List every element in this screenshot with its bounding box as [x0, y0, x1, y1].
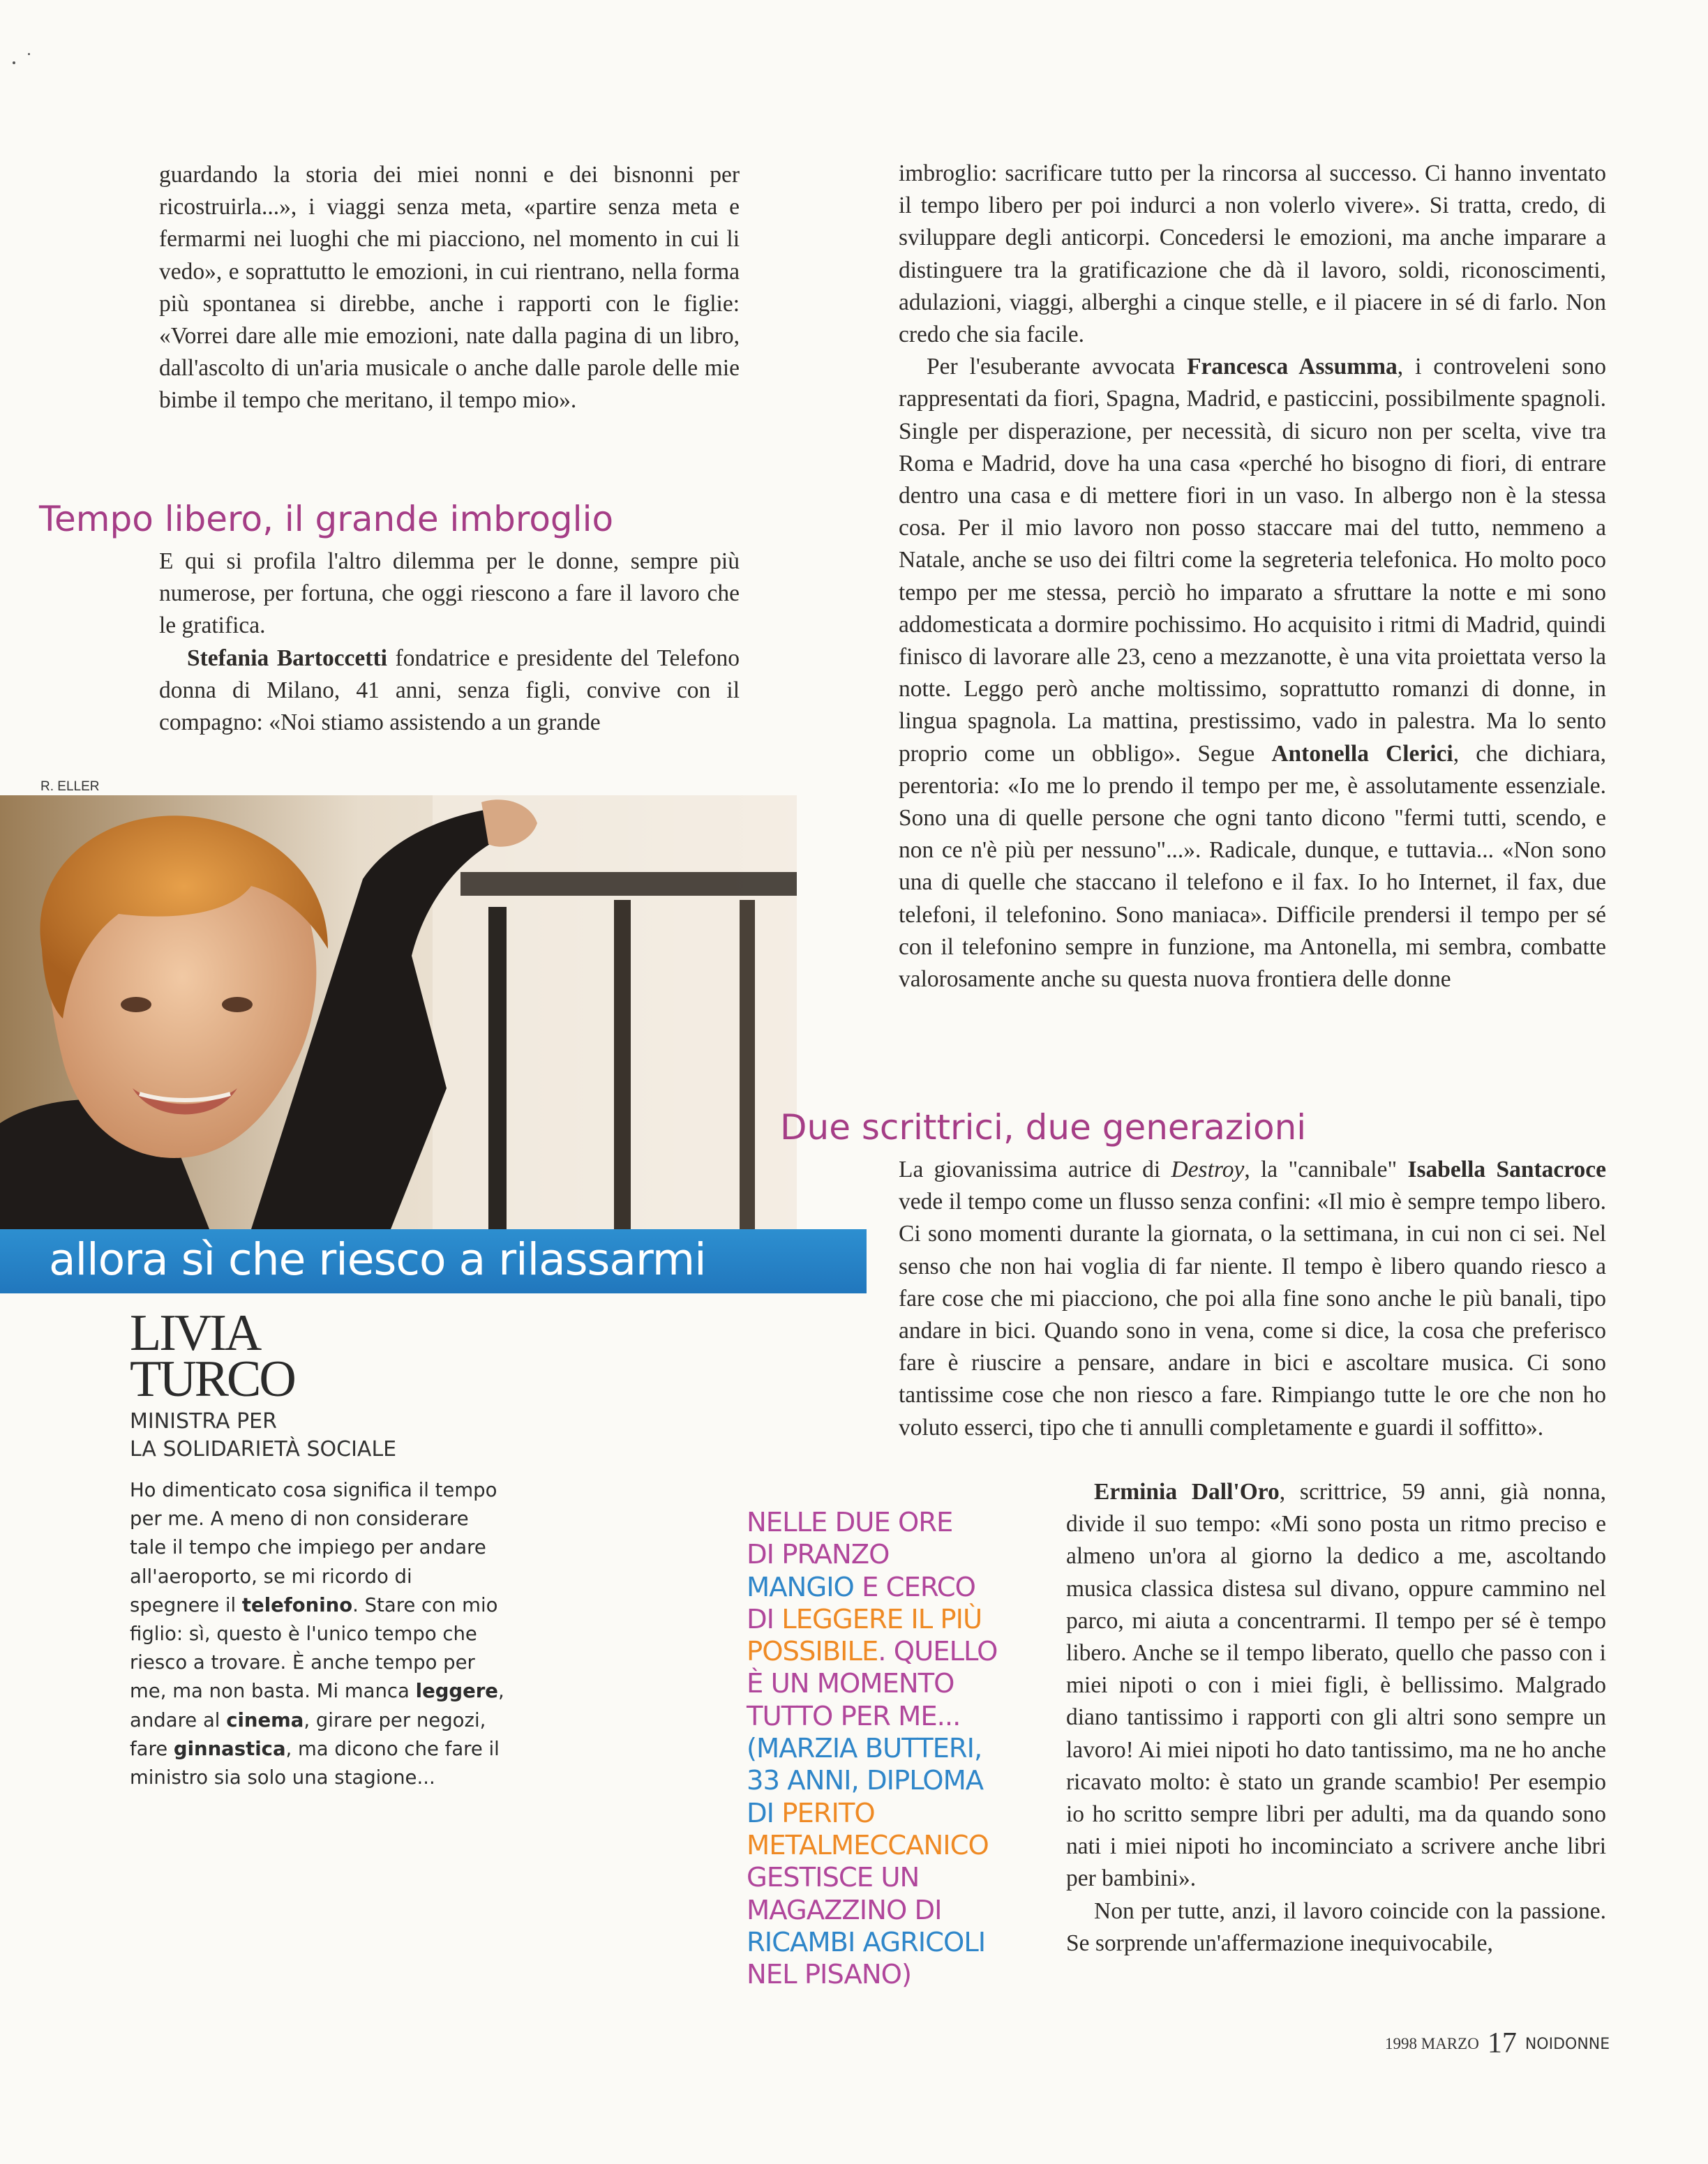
photo-credit: R. ELLER: [40, 779, 100, 794]
name-erminia-dalloro: Erminia Dall'Oro: [1094, 1479, 1280, 1505]
pull-segment: . QUELLO: [878, 1636, 998, 1668]
profile-role-line-2: LA SOLIDARIETÀ SOCIALE: [130, 1437, 397, 1462]
quote-bold-telefonino: telefonino: [241, 1593, 353, 1616]
profile-role: [130, 1408, 396, 1464]
pull-line: [747, 1895, 1054, 1927]
pull-line: [747, 1572, 1054, 1604]
name-isabella-santacroce: Isabella Santacroce: [1407, 1157, 1606, 1182]
pull-segment: DI PRANZO: [747, 1539, 890, 1571]
pull-segment: MAGAZZINO DI: [747, 1894, 942, 1926]
pull-quote: [747, 1507, 1054, 1991]
pull-line: [747, 1765, 1054, 1797]
book-title-destroy: Destroy: [1171, 1157, 1245, 1182]
section-heading-due-scrittrici: Due scrittrici, due generazioni: [780, 1107, 1307, 1148]
caption-band-text: allora sì che riesco a rilassarmi: [49, 1234, 706, 1285]
footer-magazine-name: NOIDONNE: [1525, 2036, 1610, 2053]
pull-segment: (MARZIA BUTTERI,: [747, 1733, 982, 1765]
right-paragraph-5: Non per tutte, anzi, il lavoro coincide con la passione. Se sorprende un'affermazione inequivocabile,: [1066, 1898, 1606, 1956]
pull-line: [747, 1507, 1054, 1539]
profile-quote: [130, 1476, 507, 1792]
pull-line: [747, 1636, 1054, 1668]
quote-part-2: . Stare con mio figlio: sì, questo è l'unico tempo che riesco a trovare. È anche tempo per me, ma non basta. Mi manca: [130, 1593, 498, 1703]
quote-part-1: Ho dimenticato cosa significa il tempo per me. A meno di non considerare tale il tempo che impiego per andare all'aeroporto, se mi ricordo di spegnere il: [130, 1479, 497, 1616]
left-column-bottom: [159, 546, 740, 739]
quote-bold-cinema: cinema: [226, 1708, 304, 1731]
profile-name-last: TURCO: [130, 1351, 294, 1408]
pull-segment: DI: [747, 1797, 774, 1829]
pull-segment: METALMECCANICO: [747, 1829, 989, 1861]
left-paragraph-1: guardando la storia dei miei nonni e dei bisnonni per ricostruirla...», i viaggi senza meta, «partire senza meta e fermarmi nei luoghi che mi piacciono, nel momento in cui li vedo», e soprattutto le emozioni, in cui rientrano, nella forma più spontanea si direbbe, anche i rapporti con le figlie: «Vorrei dare alle mie emozioni, nate dalla pagina di un libro, dall'ascolto di un'aria musicale o anche dalle parole delle mie bimbe il tempo che meritano, il tempo mio».: [159, 162, 740, 414]
pull-segment: TUTTO PER ME...: [747, 1700, 961, 1732]
left-column-top: [159, 159, 740, 417]
right-paragraph-2: [899, 351, 1606, 995]
right-paragraph-2-part-c: , che dichiara, perentoria: «Io me lo prendo il tempo per me, è assolutamente essenziale. Sono una di quelle persone che ogni tanto dicono "fermi tutti, scendo, e non ce n'è più per nessuno"...». Radicale, dunque, e tuttavia... «Non sono una di quelle che staccano il telefono e il fax. Io ho Internet, il fax, due telefoni, il telefonino. Sono maniaca». Difficile prendersi il tempo per sé con il telefonino sempre in funzione, ma Antonella, mi sembra, combatte valorosamente anche su questa nuova frontiera delle donne: [899, 740, 1606, 993]
pull-line: [747, 1959, 1054, 1991]
quote-bold-leggere: leggere: [415, 1680, 498, 1703]
profile-name: [130, 1305, 294, 1408]
quote-part-5: , ma dicono che fare il ministro sia solo una stagione...: [130, 1737, 500, 1789]
pull-segment: E CERCO: [853, 1571, 975, 1603]
right-column-bottom: [1066, 1476, 1606, 1960]
pull-segment: POSSIBILE: [747, 1636, 878, 1668]
name-francesca-assumma: Francesca Assumma: [1187, 354, 1398, 380]
right-paragraph-4-text: , scrittrice, 59 anni, già nonna, divide il suo tempo: «Mi sono posta un ritmo preciso e almeno un'ora al giorno la dedico a me, ascoltando musica classica distesa sul divano, oppure cammino nel parco, mi aiuta a concentrarmi. Il tempo per sé è tempo libero. Anche se il tempo liberato, quello che passo con i miei nipoti o con i miei figli, è bellissimo. Malgrado diano tantissimo i rapporti con gli altri sono sempre un lavoro! Ai miei nipoti ho dato tantissimo, ma ne ho anche ricavato molto: è stato un grande scambio! Per esempio io ho scritto sempre libri per adulti, ma da quando sono nati i miei nipoti ho incominciato a scrivere anche libri per bambini».: [1066, 1479, 1606, 1892]
quote-part-3: , andare al: [130, 1680, 504, 1731]
profile-quote-text: [130, 1476, 507, 1792]
right-paragraph-1: imbroglio: sacrificare tutto per la rincorsa al successo. Ci hanno inventato il tempo libero per poi indurci a non volerlo vivere». Si tratta, credo, di sviluppare degli anticorpi. Concedersi le emozioni, ma anche imparare a distinguere tra la gratificazione che dà il lavoro, soldi, riconoscimenti, adulazioni, viaggi, alberghi a cinque stelle, e il piacere in sé di farlo. Non credo che sia facile.: [899, 160, 1606, 348]
pull-line: [747, 1862, 1054, 1894]
right-paragraph-2-part-a: Per l'esuberante avvocata: [927, 354, 1188, 380]
right-paragraph-3-part-c: vede il tempo come un flusso senza confini: «Il mio è sempre tempo libero. Ci sono momenti durante la giornata, o la settimana, in cui non ci sei. Nel senso che non hai voglia di far niente. Il tempo è libero quando riesco a fare cose che mi piacciono, che poi alla fine sono anche le più banali, tipo andare in bici. Quando sono in vena, come si dice, la cosa che preferisco fare è riuscire a pensare, andare in bici e ascoltare musica. Ci sono tantissime cose che non riesco a fare. Rimpiango tutte le ore che non ho voluto esserci, tipo che ti annulli completamente e guardi il soffitto».: [899, 1189, 1606, 1441]
pull-line: [747, 1701, 1054, 1733]
portrait-illustration: [0, 795, 797, 1229]
pull-line: [747, 1798, 1054, 1830]
pull-segment: PERITO: [774, 1797, 875, 1829]
right-column-middle: [899, 1154, 1606, 1444]
pull-segment: NELLE DUE ORE: [747, 1507, 953, 1538]
footer-issue: 1998 MARZO: [1385, 2035, 1479, 2052]
pull-segment: 33 ANNI, DIPLOMA: [747, 1765, 984, 1797]
pull-line: [747, 1927, 1054, 1959]
profile-name-first: LIVIA: [130, 1305, 260, 1362]
pull-segment: È UN MOMENTO: [747, 1668, 954, 1700]
section-heading-tempo-libero: Tempo libero, il grande imbroglio: [39, 499, 614, 539]
name-antonella-clerici: Antonella Clerici: [1271, 740, 1453, 767]
pull-line: [747, 1539, 1054, 1571]
pull-segment: LEGGERE IL PIÙ: [774, 1603, 982, 1635]
right-paragraph-4: [1066, 1476, 1606, 1895]
pull-segment: DI: [747, 1603, 774, 1635]
right-paragraph-3-part-a: La giovanissima autrice di: [899, 1157, 1171, 1182]
pull-line: [747, 1830, 1054, 1862]
pull-segment: MANGIO: [747, 1571, 854, 1603]
left-paragraph-3: [159, 643, 740, 739]
name-stefania-bartoccetti: Stefania Bartoccetti: [187, 645, 387, 671]
pull-segment: NEL PISANO): [747, 1959, 911, 1991]
right-paragraph-3: [899, 1154, 1606, 1444]
pull-line: [747, 1604, 1054, 1636]
scan-speck: [28, 53, 30, 55]
quote-part-4: , girare per negozi, fare: [130, 1708, 486, 1760]
right-paragraph-3-part-b: , la "cannibale": [1244, 1157, 1408, 1182]
pull-line: [747, 1668, 1054, 1700]
right-paragraph-2-part-b: , i controveleni sono rappresentati da fiori, Spagna, Madrid, e pasticcini, possibilmente spagnoli. Single per disperazione, per necessità, di sicuro non per scelta, vive tra Roma e Madrid, dove ha una casa «perché ho bisogno di fiori, di entrare dentro una casa e di mettere fiori in un vaso. In albergo non è la stessa cosa. Per il mio lavoro non posso staccare mai del tutto, nemmeno a Natale, anche se uso dei filtri come la segreteria telefonica. Ho molto poco tempo per me stessa, perciò ho imparato a sfruttare la notte e mi sono addomesticata a dormire pochissimo. Ho acquisito i ritmi di Madrid, quindi finisco di lavorare alle 23, ceno a mezzanotte, è una vita proiettata verso la notte. Leggo però anche moltissimo, soprattutto romanzi di donne, in lingua spagnola. La mattina, prestissimo, vado in palestra. Ma lo sento proprio come un obbligo». Segue: [899, 354, 1607, 767]
right-column-top: [899, 158, 1606, 995]
pull-segment: RICAMBI AGRICOLI: [747, 1926, 986, 1958]
portrait-photo: [0, 795, 797, 1229]
pull-line: [747, 1733, 1054, 1765]
left-paragraph-3-text: fondatrice e presidente del Telefono donna di Milano, 41 anni, senza figli, convive con il compagno: «Noi stiamo assistendo a un grande: [159, 645, 740, 736]
pull-segment: GESTISCE UN: [747, 1862, 920, 1894]
profile-role-line-1: MINISTRA PER: [130, 1409, 277, 1434]
left-paragraph-2: E qui si profila l'altro dilemma per le donne, sempre più numerose, per fortuna, che oggi riescono a fare il lavoro che le gratifica.: [159, 548, 740, 639]
footer-page-number: 17: [1487, 2027, 1517, 2059]
scan-speck: [13, 61, 15, 64]
quote-bold-ginnastica: ginnastica: [173, 1737, 286, 1760]
page-footer: [1385, 2027, 1610, 2060]
